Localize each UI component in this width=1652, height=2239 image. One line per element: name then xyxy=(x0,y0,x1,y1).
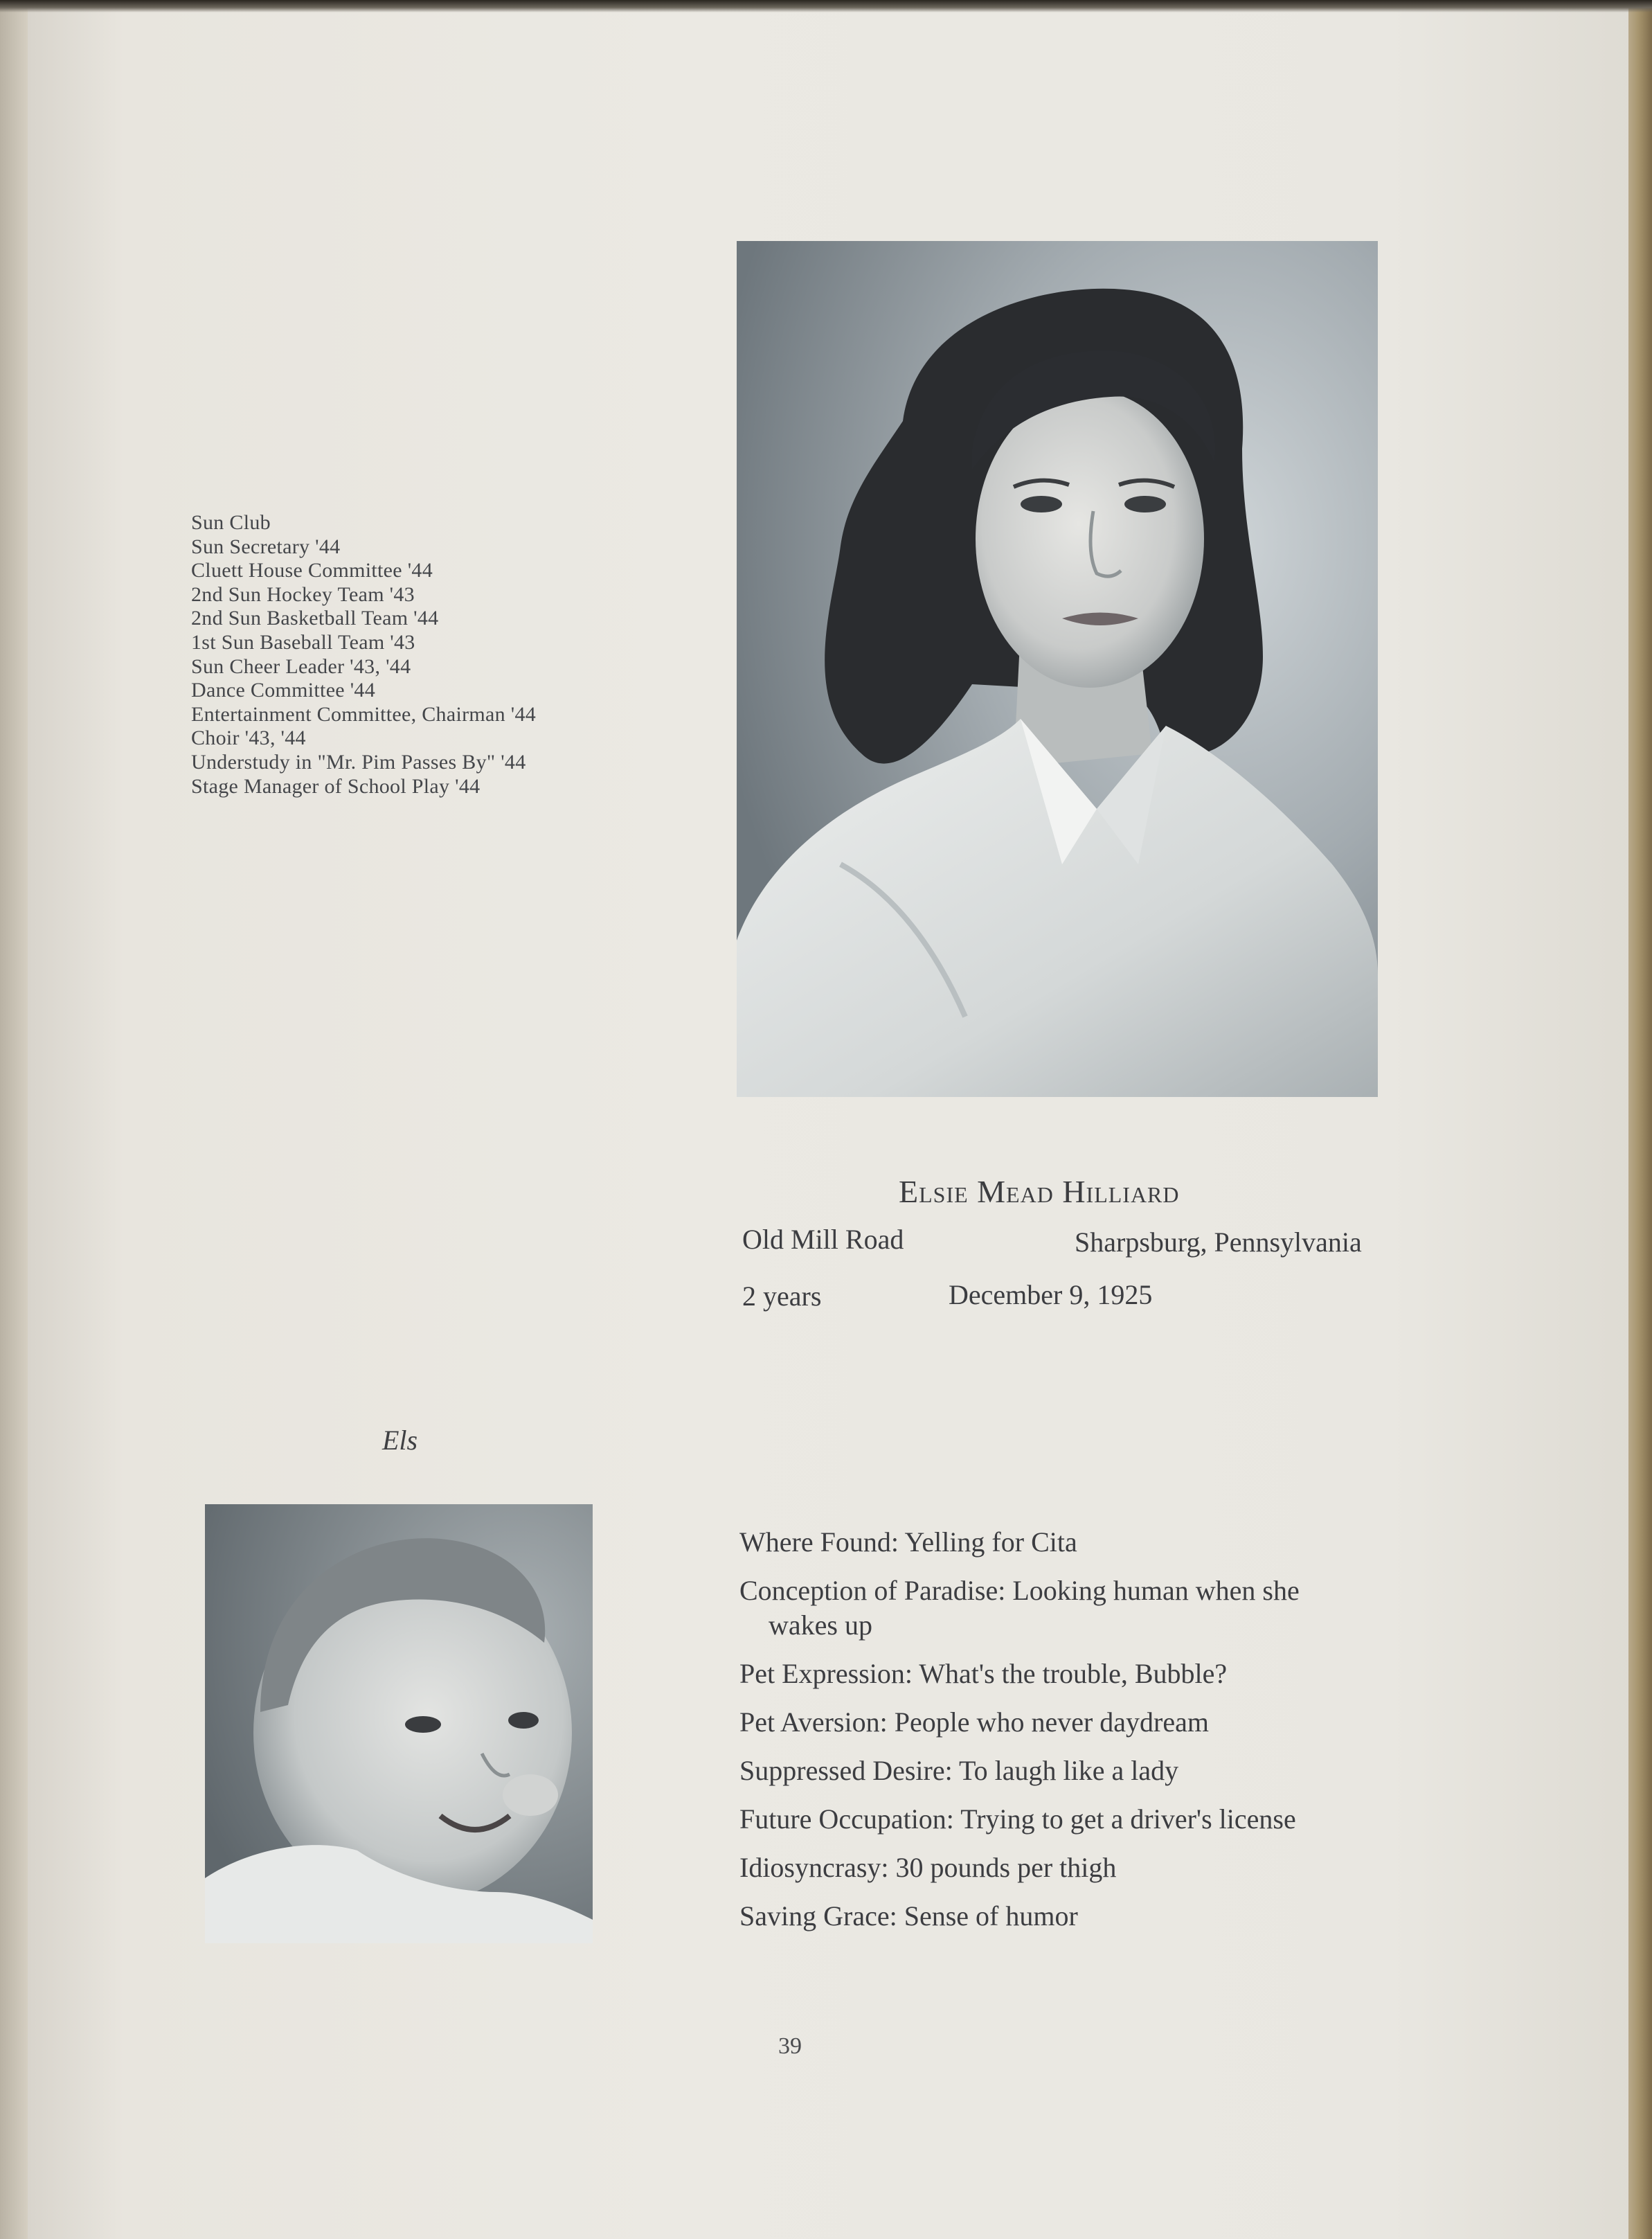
book-cover-edge xyxy=(1628,0,1652,2239)
activity-item: Sun Cheer Leader '43, '44 xyxy=(191,654,411,678)
page-number: 39 xyxy=(778,2033,802,2059)
activity-item: Choir '43, '44 xyxy=(191,726,306,750)
fact-text: Pet Aversion: People who never daydream xyxy=(739,1706,1209,1738)
fact-text: Future Occupation: Trying to get a driver's license xyxy=(739,1803,1296,1835)
city-state: Sharpsburg, Pennsylvania xyxy=(1075,1226,1362,1258)
fact-idiosyncrasy xyxy=(739,1850,1390,1885)
fact-text: Suppressed Desire: To laugh like a lady xyxy=(739,1755,1179,1786)
birth-date: December 9, 1925 xyxy=(949,1279,1153,1310)
baby-photo xyxy=(205,1504,593,1943)
fact-where-found xyxy=(739,1525,1390,1560)
activity-item: Sun Club xyxy=(191,511,271,534)
years-attended: 2 years xyxy=(742,1281,822,1312)
nickname: Els xyxy=(382,1425,418,1456)
street-address: Old Mill Road xyxy=(742,1224,904,1255)
fact-text: Conception of Paradise: Looking human when she xyxy=(739,1575,1300,1606)
activity-item: Dance Committee '44 xyxy=(191,679,376,702)
fact-suppressed-desire xyxy=(739,1754,1390,1788)
facts-list xyxy=(739,1525,1390,1947)
fact-text: Pet Expression: What's the trouble, Bubble? xyxy=(739,1658,1228,1689)
activity-item: Sun Secretary '44 xyxy=(191,535,341,558)
fact-text: Idiosyncrasy: 30 pounds per thigh xyxy=(739,1852,1117,1883)
activity-item: Cluett House Committee '44 xyxy=(191,559,433,582)
baby-illustration xyxy=(205,1504,593,1943)
portrait-illustration xyxy=(737,241,1378,1097)
fact-text-continued: wakes up xyxy=(769,1609,872,1641)
activity-item: 2nd Sun Hockey Team '43 xyxy=(191,582,415,606)
fact-saving-grace xyxy=(739,1899,1390,1934)
fact-text: Saving Grace: Sense of humor xyxy=(739,1900,1078,1932)
senior-portrait-photo xyxy=(737,241,1378,1097)
student-name: Elsie Mead Hilliard xyxy=(899,1174,1180,1209)
activity-item: Entertainment Committee, Chairman '44 xyxy=(191,702,537,726)
fact-pet-aversion xyxy=(739,1705,1390,1740)
activity-item: 1st Sun Baseball Team '43 xyxy=(191,630,415,654)
fact-pet-expression xyxy=(739,1657,1390,1691)
fact-text: Where Found: Yelling for Cita xyxy=(739,1526,1077,1558)
fact-future-occupation xyxy=(739,1802,1390,1837)
book-top-shadow xyxy=(0,0,1652,12)
activities-list xyxy=(191,511,607,799)
activity-item: Stage Manager of School Play '44 xyxy=(191,774,481,798)
activity-item: 2nd Sun Basketball Team '44 xyxy=(191,607,439,630)
fact-conception-of-paradise xyxy=(739,1573,1390,1643)
activity-item: Understudy in "Mr. Pim Passes By" '44 xyxy=(191,750,526,774)
